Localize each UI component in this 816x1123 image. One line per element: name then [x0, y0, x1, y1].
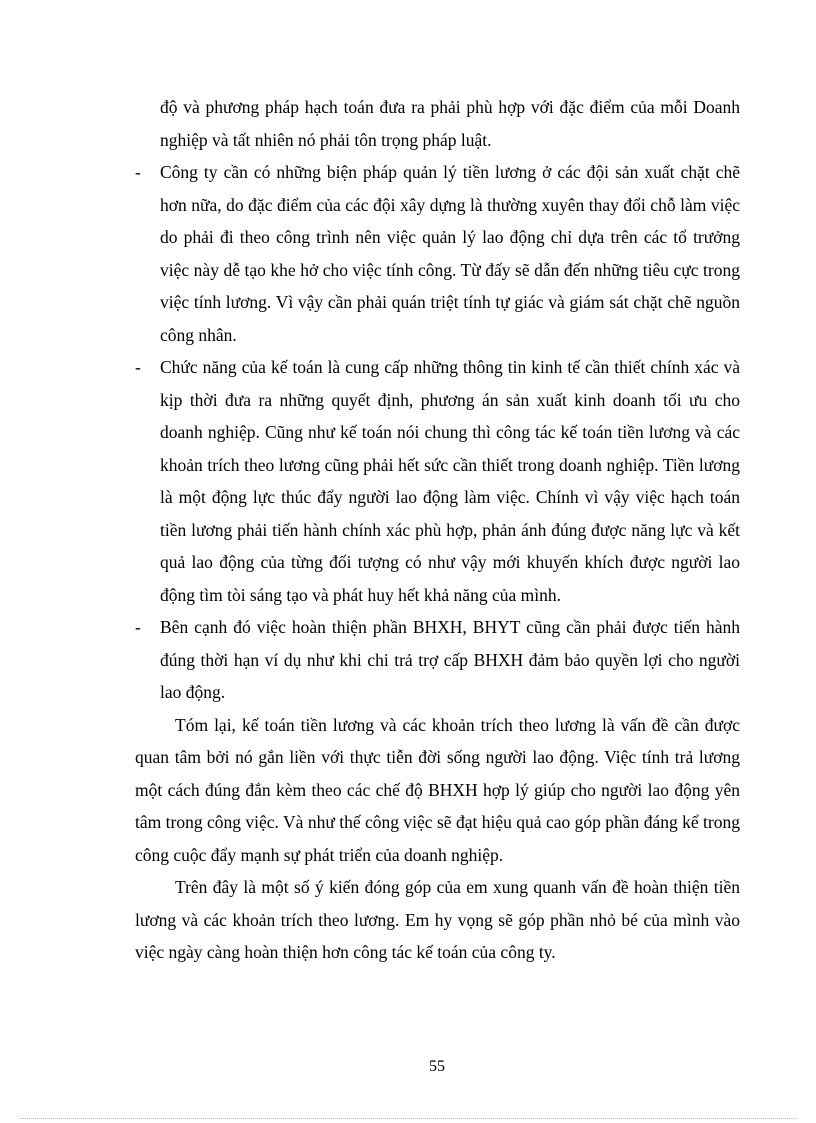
recommendation-text: Bên cạnh đó việc hoàn thiện phần BHXH, BHYT cũng cần phải được tiến hành đúng thời hạn ví dụ như khi chi trả trợ cấp BHXH đảm bảo quyền lợi cho người lao động.	[160, 617, 740, 702]
closing-paragraph: Trên đây là một số ý kiến đóng góp của em xung quanh vấn đề hoàn thiện tiền lương và các khoản trích theo lương. Em hy vọng sẽ góp phần nhỏ bé của mình vào việc ngày càng hoàn thiện hơn công tác kế toán của công ty.	[135, 877, 740, 962]
page-bottom-divider	[20, 1118, 796, 1119]
summary-paragraph: Tóm lại, kế toán tiền lương và các khoản trích theo lương là vấn đề cần được quan tâm bởi nó gắn liền với thực tiễn đời sống người lao động. Việc tính trả lương một cách đúng đắn kèm theo các chế độ BHXH hợp lý giúp cho người lao động yên tâm trong công việc. Và như thế công việc sẽ đạt hiệu quả cao góp phần đáng kể trong công cuộc đẩy mạnh sự phát triển của doanh nghiệp.	[135, 714, 740, 865]
recommendation-text: Chức năng của kế toán là cung cấp những thông tin kinh tế cần thiết chính xác và kịp thời đưa ra những quyết định, phương án sản xuất kinh doanh tối ưu cho doanh nghiệp. Cũng như kế toán nói chung thì công tác kế toán tiền lương và các khoản trích theo lương cũng phải hết sức cần thiết trong doanh nghiệp. Tiền lương là một động lực thúc đẩy người lao động làm việc. Chính vì vậy việc hạch toán tiền lương phải tiến hành chính xác phù hợp, phản ánh đúng được năng lực và kết quả lao động của từng đối tượng có như vậy mới khuyến khích được người lao động tìm tòi sáng tạo và phát huy hết khả năng của mình.	[160, 357, 740, 605]
page-body	[135, 91, 740, 969]
bullet-marker: -	[135, 357, 141, 377]
recommendation-item	[135, 351, 740, 611]
bullet-marker: -	[135, 617, 141, 637]
page-footer	[0, 1057, 816, 1077]
page-number: 55	[429, 1058, 445, 1075]
recommendation-text: Công ty cần có những biện pháp quản lý tiền lương ở các đội sản xuất chặt chẽ hơn nữa, do đặc điểm của các đội xây dựng là thường xuyên thay đổi chỗ làm việc do phải đi theo công trình nên việc quản lý lao động chỉ dựa trên các tổ trưởng việc này dễ tạo khe hở cho việc tính công. Từ đấy sẽ dẫn đến những tiêu cực trong việc tính lương. Vì vậy cần phải quán triệt tính tự giác và giám sát chặt chẽ nguồn công nhân.	[160, 162, 740, 345]
intro-paragraph: độ và phương pháp hạch toán đưa ra phải phù hợp với đặc điểm của mỗi Doanh nghiệp và tất nhiên nó phải tôn trọng pháp luật.	[160, 97, 740, 150]
recommendation-list	[135, 156, 740, 709]
recommendation-item	[135, 156, 740, 351]
bullet-marker: -	[135, 162, 141, 182]
recommendation-item	[135, 611, 740, 709]
